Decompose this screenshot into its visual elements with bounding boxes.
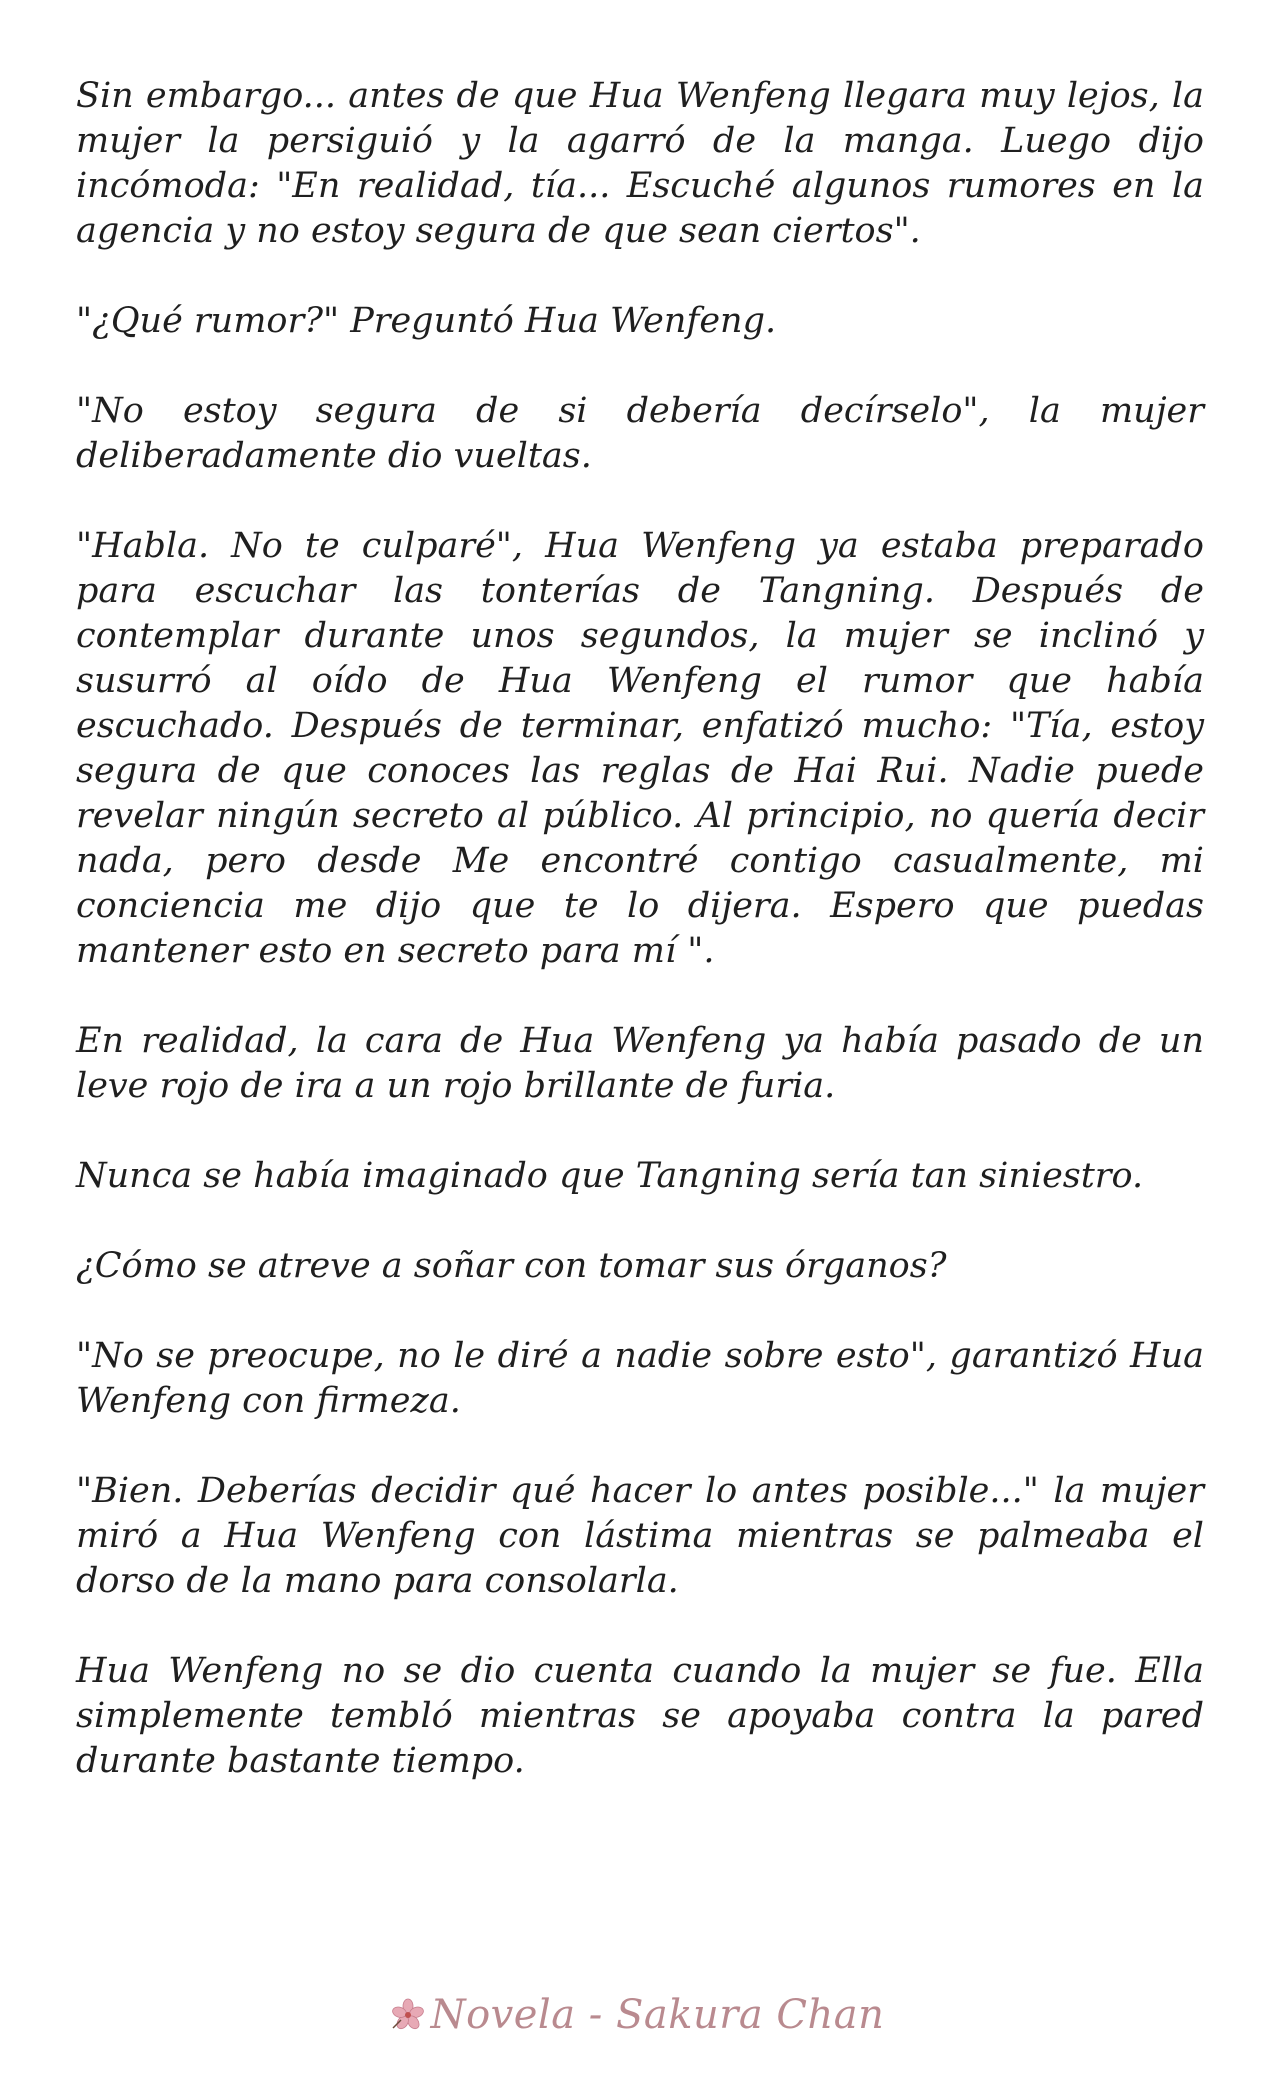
- paragraph: "No estoy segura de si debería decírselo", la mujer deliberadamente dio vueltas.: [76, 391, 1204, 476]
- paragraph: Sin embargo... antes de que Hua Wenfeng llegara muy lejos, la mujer la persiguió y la agarró de la manga. Luego dijo incómoda: "En realidad, tía... Escuché algunos rumores en la agencia y no estoy segura de que sean ciertos".: [76, 76, 1204, 251]
- paragraph: "Bien. Deberías decidir qué hacer lo antes posible..." la mujer miró a Hua Wenfeng con lástima mientras se palmeaba el dorso de la mano para consolarla.: [76, 1471, 1204, 1601]
- paragraph: ¿Cómo se atreve a soñar con tomar sus órganos?: [76, 1246, 947, 1286]
- sakura-flower-icon: [391, 1998, 425, 2032]
- watermark-text: Novela - Sakura Chan: [430, 1992, 885, 2038]
- paragraph: Nunca se había imaginado que Tangning sería tan siniestro.: [76, 1156, 1144, 1196]
- paragraph: "¿Qué rumor?" Preguntó Hua Wenfeng.: [76, 301, 777, 341]
- watermark: [0, 1985, 1275, 2045]
- document-body: [76, 74, 1204, 1829]
- paragraph: Hua Wenfeng no se dio cuenta cuando la mujer se fue. Ella simplemente tembló mientras se apoyaba contra la pared durante bastante tiempo.: [76, 1651, 1204, 1781]
- paragraph: "Habla. No te culparé", Hua Wenfeng ya estaba preparado para escuchar las tonterías de Tangning. Después de contemplar durante unos segundos, la mujer se inclinó y susurró al oído de Hua Wenfeng el rumor que había escuchado. Después de terminar, enfatizó mucho: "Tía, estoy segura de que conoces las reglas de Hai Rui. Nadie puede revelar ningún secreto al público. Al principio, no quería decir nada, pero desde Me encontré contigo casualmente, mi conciencia me dijo que te lo dijera. Espero que puedas mantener esto en secreto para mí ".: [76, 526, 1204, 971]
- paragraph: "No se preocupe, no le diré a nadie sobre esto", garantizó Hua Wenfeng con firmeza.: [76, 1336, 1204, 1421]
- paragraph: En realidad, la cara de Hua Wenfeng ya había pasado de un leve rojo de ira a un rojo brillante de furia.: [76, 1021, 1204, 1106]
